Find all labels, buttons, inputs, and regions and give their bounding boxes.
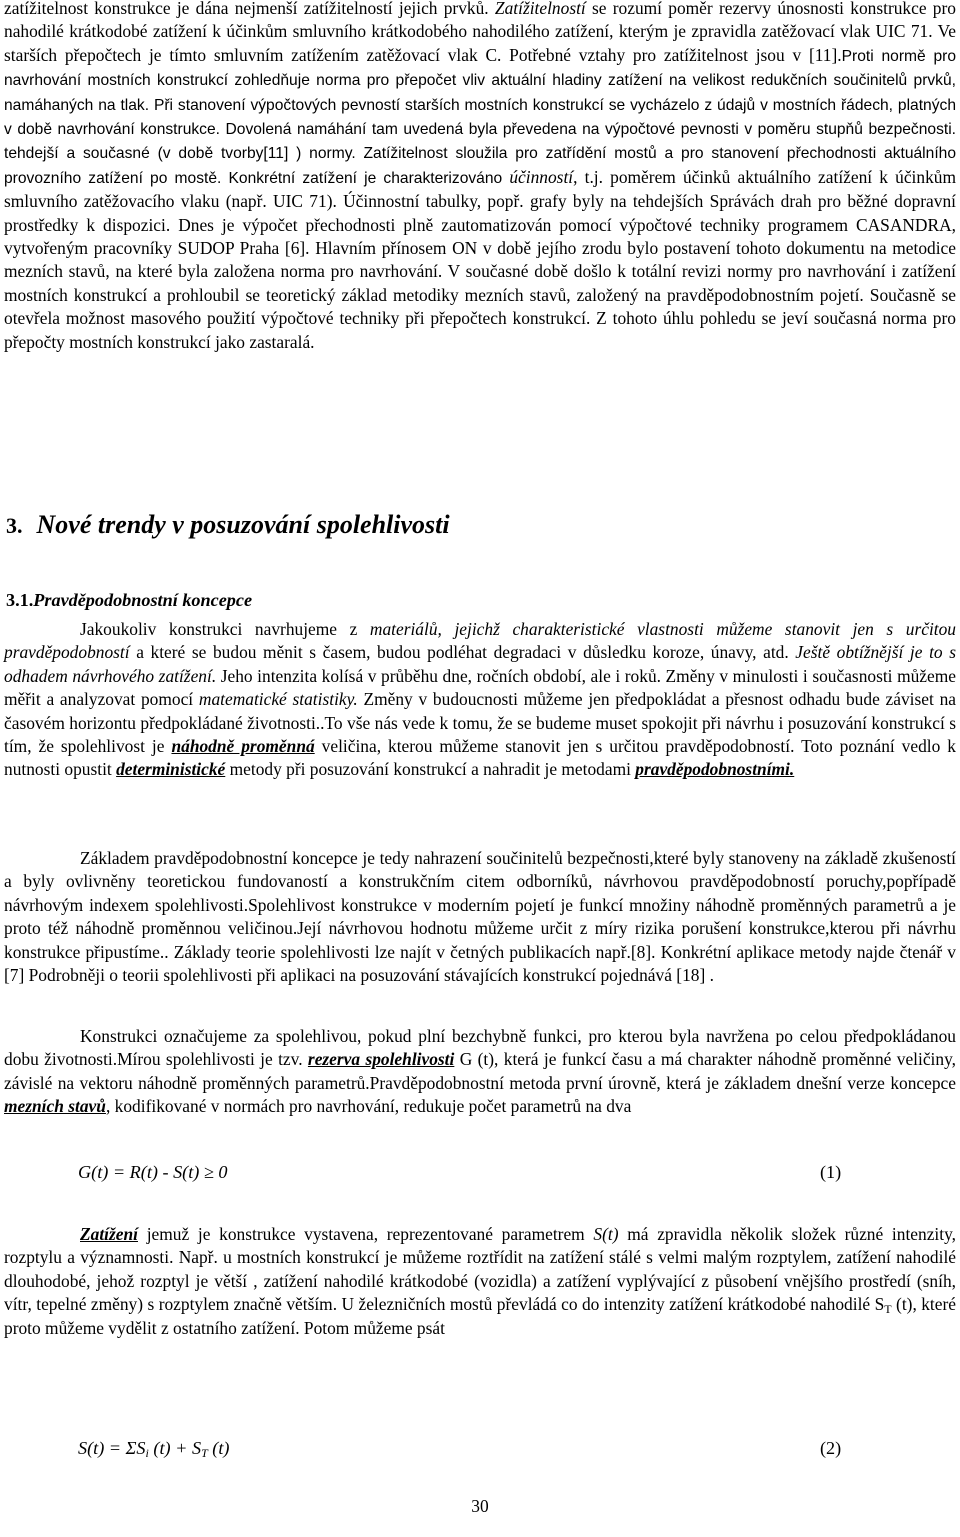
text-run: metody při posuzování konstrukcí a nahradit je metodami <box>225 759 636 780</box>
paragraph-load-components <box>4 1223 956 1340</box>
equation-number-label: (1) <box>820 1162 842 1182</box>
italic-run: materiálů, jejichž charakteristické vlastnosti můžeme stanovit jen s určitou pravděpodobností <box>4 619 957 663</box>
text-run: Konstrukci označujeme za spolehlivou, pokud plní bezchybně funkci, pro kterou byla navržena po celou předpokládanou dobu životnosti.Mírou spolehlivosti je tzv. <box>4 1026 956 1070</box>
equation-part: (t) <box>207 1438 230 1458</box>
equation-number <box>820 1436 841 1460</box>
italic-run: S(t) <box>593 1224 619 1244</box>
emphasis-term: deterministické <box>116 759 226 780</box>
equation-formula: G(t) = R(t) - S(t) ≥ 0 <box>78 1162 228 1182</box>
subscript: T <box>884 1302 892 1317</box>
equation-number <box>820 1160 841 1184</box>
emphasis-term: náhodně proměnná <box>171 736 315 757</box>
text-run: a které se budou měnit s časem, budou podléhat degradaci v důsledku koroze, únavy, atd. <box>129 642 796 663</box>
italic-run: Ještě obtížnější je to s odhadem návrhového zatížení. <box>4 642 956 686</box>
emphasis-term: Zatížení <box>80 1224 138 1244</box>
text-run: Změny v budoucnosti můžeme jen předpokládat a přesnost odhadu bude záviset na časovém horizontu předpokládané životnosti..To vše nás vede k tomu, že se budeme muset spokojit při návrhu i posuzování konstrukcí s tím, že spolehlivost je <box>4 689 956 757</box>
text-run: , t.j. poměrem účinků aktuálního zatížení k účinkům smluvního zatěžovacího vlaku (např. UIC 71). Účinnostní tabulky, popř. grafy byly na tehdejších Správách drah pro běžné dopravní prostředky k dispozici. Dnes je výpočet přechodnosti plně zautomatizován pomocí výpočtové techniky programem CASANDRA, vytvořeným pracovníky SUDOP Praha [6]. Hlavním přínosem ON v době jejího zrodu bylo postavení tohoto dokumentu na metodice mezních stavů, na které byla založena norma pro navrhování. V současné době došlo k totální revizi normy pro navrhování i zatížení mostních konstrukcí a prohloubil se teoretický základ metodiky mezních stavů, založený na pravděpodobnostním pojetí. Současně se otevřela možnost masového použití výpočtové techniky při přepočtech konstrukcí. Z tohoto úhlu pohledu se jeví současná norma pro přepočty mostních konstrukcí jako zastaralá. <box>4 166 956 352</box>
equation-2 <box>78 1436 229 1460</box>
subsection-title: Pravděpodobnostní koncepce <box>33 590 253 610</box>
emphasis-term: mezních stavů <box>4 1096 106 1117</box>
italic-term: účinností <box>509 166 574 187</box>
paragraph-probabilistic-intro <box>4 618 956 782</box>
paragraph-load-capacity <box>4 0 956 354</box>
emphasis-term: pravděpodobnostními. <box>635 759 795 780</box>
section-number: 3. <box>6 513 23 538</box>
equation-part: (t) + S <box>148 1438 202 1458</box>
text-run: Jakoukoliv konstrukci navrhujeme z <box>80 619 370 639</box>
text-run: Základem pravděpodobnostní koncepce je tedy nahrazení součinitelů bezpečnosti,které byly stanoveny na základě zkušeností a byly ovlivněny teoretickou fundovaností a konstrukčním citem odborníků, návrhovou pravděpodobností poruchy,popřípadě návrhovým indexem spolehlivosti.Spolehlivost konstrukce v moderním pojetí je funkcí množiny náhodně proměnných parametrů a je proto též náhodně proměnnou veličinou.Její návrhovou hodnotu můžeme určit z míry rizika porušení konstrukce,kterou při návrhu konstrukce připustíme.. Základy teorie spolehlivosti lze najít v četných publikacích např.[8]. Konkrétní aplikace metody najde čtenář v [7] Podrobněji o teorii spolehlivosti při aplikaci na posuzování stávajících konstrukcí pojednává [18] . <box>4 848 956 986</box>
equation-part: S(t) = ΣS <box>78 1438 146 1458</box>
text-run: veličina, kterou můžeme stanovit jen s určitou pravděpodobností. Toto poznání vedlo k nutnosti opustit <box>4 736 956 780</box>
text-run-sans: Proti normě pro navrhování mostních konstrukcí zohledňuje norma pro přepočet vliv aktuální hladiny zatížení na velikost redukčních součinitelů prvků, namáhaných na tlak. Při stanovení výpočtových pevností starších mostních konstrukcí se vycházelo z údajů v mostních řádech, platných v době navrhování konstrukce. Dovolená namáhání tam uvedená byla převedena na výpočtové pevnosti v poměru stupňů bezpečnosti. tehdejší a současné (v době tvorby[11] ) normy. Zatížitelnost sloužila pro zatřídění mostů a pro stanovení přechodnosti aktuálního provozního zatížení po mostě. Konkrétní zatížení je charakterizováno <box>4 47 957 187</box>
emphasis-term: rezerva spolehlivosti <box>307 1049 455 1070</box>
subsection-number: 3.1. <box>6 590 34 610</box>
text-run: (t), které proto můžeme vydělit z ostatního zatížení. Potom můžeme psát <box>4 1294 956 1338</box>
text-run: má zpravidla několik složek různé intenzity, rozptylu a významnosti. Např. u mostních konstrukcí je můžeme roztřídit na zatížení stálé s velmi malým rozptylem, zatížení nahodilé dlouhodobé, jehož rozptyl je větší , zatížení nahodilé krátkodobé (vozidla) a zatížení vyplývající z působení vnějšího prostředí (sníh, vítr, tepelné změny) s rozptylem značně větším. U železničních mostů převládá co do intenzity zatížení krátkodobé nahodilé S <box>4 1224 956 1315</box>
text-run: Jeho intenzita kolísá v průběhu dne, ročních období, ale i roků. Změny v minulosti i současnosti můžeme měřit a analyzovat pomocí <box>4 665 956 710</box>
equation-1 <box>78 1160 228 1184</box>
text-run: G (t), která je funkcí času a má charakter náhodně proměnné veličiny, závislé na vektoru náhodně proměnných parametrů.Pravděpodobnostní metoda první úrovně, která je základem dnešní verze koncepce <box>4 1049 956 1093</box>
section-title: Nové trendy v posuzování spolehlivosti <box>36 510 450 539</box>
text-run: , kodifikované v normách pro navrhování, redukuje počet parametrů na dva <box>105 1096 632 1117</box>
text-run: zatížitelnost konstrukce je dána nejmenší zatížitelností jejich prvků. <box>4 0 495 18</box>
section-heading <box>6 508 450 543</box>
text-run: jemuž je konstrukce vystavena, reprezentované parametrem <box>137 1224 594 1244</box>
italic-term: Zatížitelností <box>494 0 586 18</box>
subscript: T <box>201 1446 208 1460</box>
text-run: se rozumí poměr rezervy únosnosti konstrukce pro nahodilé krátkodobé zatížení k účinkům smluvního krátkodobého nahodilého zatížení, kterým je zpravidla zatěžovací vlak UIC 71. Ve starších přepočtech je tímto smluvním zatížením zatěžovací vlak C. Potřebné vztahy pro zatížitelnost jsou v [11]. <box>4 0 956 65</box>
paragraph-probabilistic-basis <box>4 847 956 987</box>
page-number: 30 <box>471 1496 489 1516</box>
italic-run: matematické statistiky. <box>198 689 358 710</box>
paragraph-reliability-reserve <box>4 1025 956 1119</box>
subsection-heading <box>6 588 252 612</box>
equation-number-label: (2) <box>820 1438 842 1458</box>
subscript: i <box>145 1446 149 1460</box>
